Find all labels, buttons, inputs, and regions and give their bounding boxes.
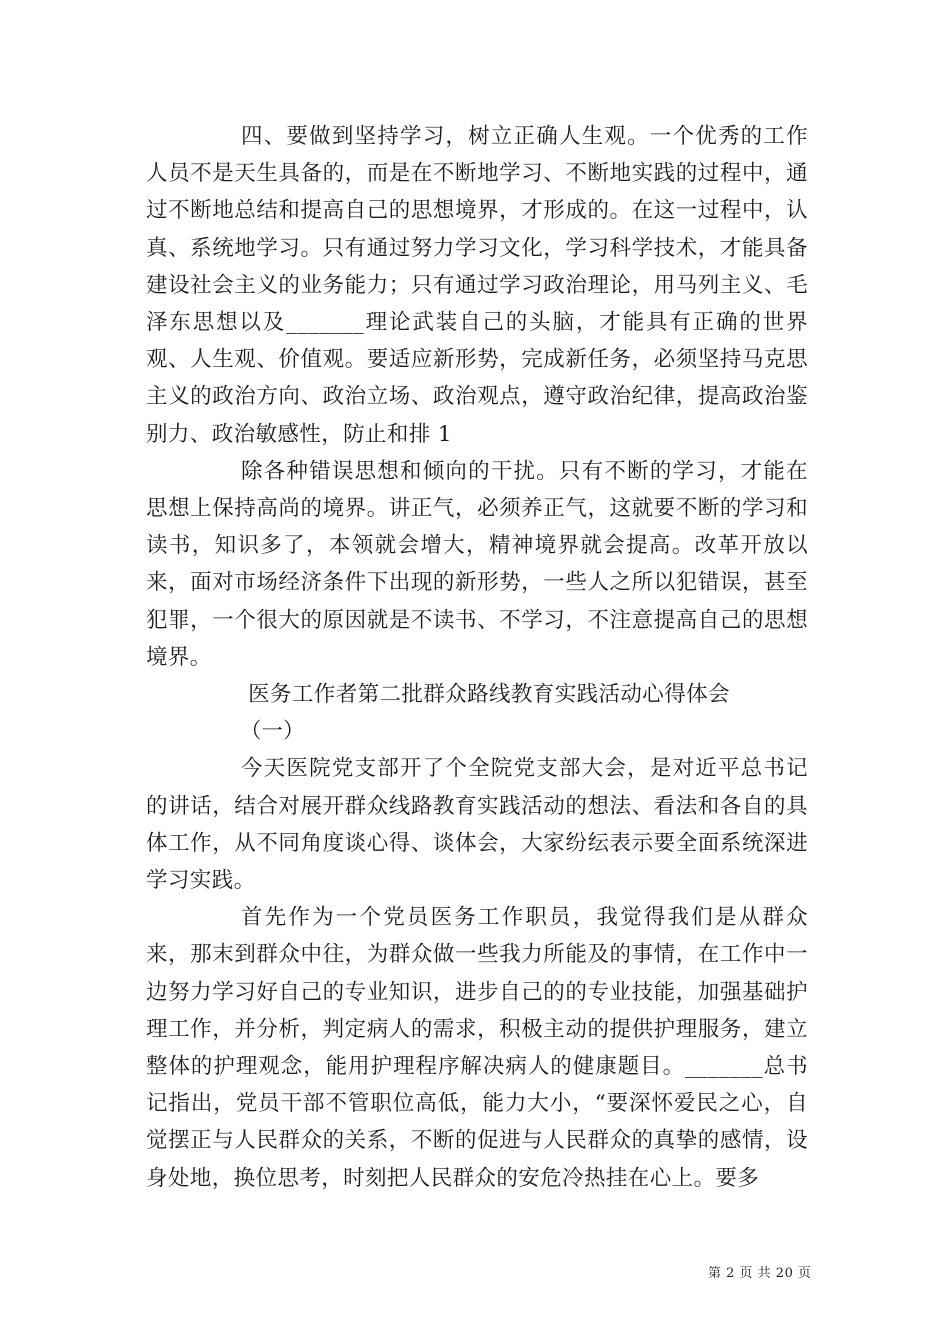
page-number-footer: 第 2 页 共 20 页 bbox=[708, 1266, 812, 1281]
section-subtitle: （一） bbox=[240, 719, 305, 745]
paragraph-study-section: 四、要做到坚持学习，树立正确人生观。一个优秀的工作人员不是天生具备的，而是在不断地学习、不断地实践的过程中，通过不断地总结和提高自己的思想境界，才形成的。在这一过程中，认真、系统地学习。只有通过努力学习文化，学习科学技术，才能具备建设社会主义的业务能力；只有通过学习政治理论，用马列主义、毛泽东思想以及_______理论武装自己的头脑，才能具有正确的世界观、人生观、价值观。要适应新形势，完成新任务，必须坚持马克思主义的政治方向、政治立场、政治观点，遵守政治纪律，提高政治鉴别力、政治敏感性，防止和排 1 bbox=[146, 124, 808, 447]
paragraph-first: 首先作为一个党员医务工作职员，我觉得我们是从群众来，那末到群众中往，为群众做一些我力所能及的事情，在工作中一边努力学习好自己的专业知识，进步自己的的专业技能，加强基础护理工作，并分析，判定病人的需求，积极主动的提供护理服务，建立整体的护理观念，能用护理程序解决病人的健康题目。_______总书记指出，党员干部不管职位高低，能力大小，“要深怀爱民之心，自觉摆正与人民群众的关系，不断的促进与人民群众的真挚的感情，设身处地，换位思考，时刻把人民群众的安危冷热挂在心上。要多 bbox=[146, 905, 808, 1191]
section-title: 医务工作者第二批群众路线教育实践活动心得体会 bbox=[248, 682, 730, 708]
paragraph-meeting: 今天医院党支部开了个全院党支部大会，是对近平总书记的讲话，结合对展开群众线路教育实践活动的想法、看法和各自的具体工作，从不同角度谈心得、谈体会，大家纷纭表示要全面系统深进学习实践。 bbox=[146, 756, 808, 894]
document-body bbox=[146, 118, 808, 1197]
paragraph-study-continued: 除各种错误思想和倾向的干扰。只有不断的学习，才能在思想上保持高尚的境界。讲正气，必须养正气，这就要不断的学习和读书，知识多了，本领就会增大，精神境界就会提高。改革开放以来，面对市场经济条件下出现的新形势，一些人之所以犯错误，甚至犯罪，一个很大的原因就是不读书、不学习，不注意提高自己的思想境界。 bbox=[146, 458, 808, 670]
